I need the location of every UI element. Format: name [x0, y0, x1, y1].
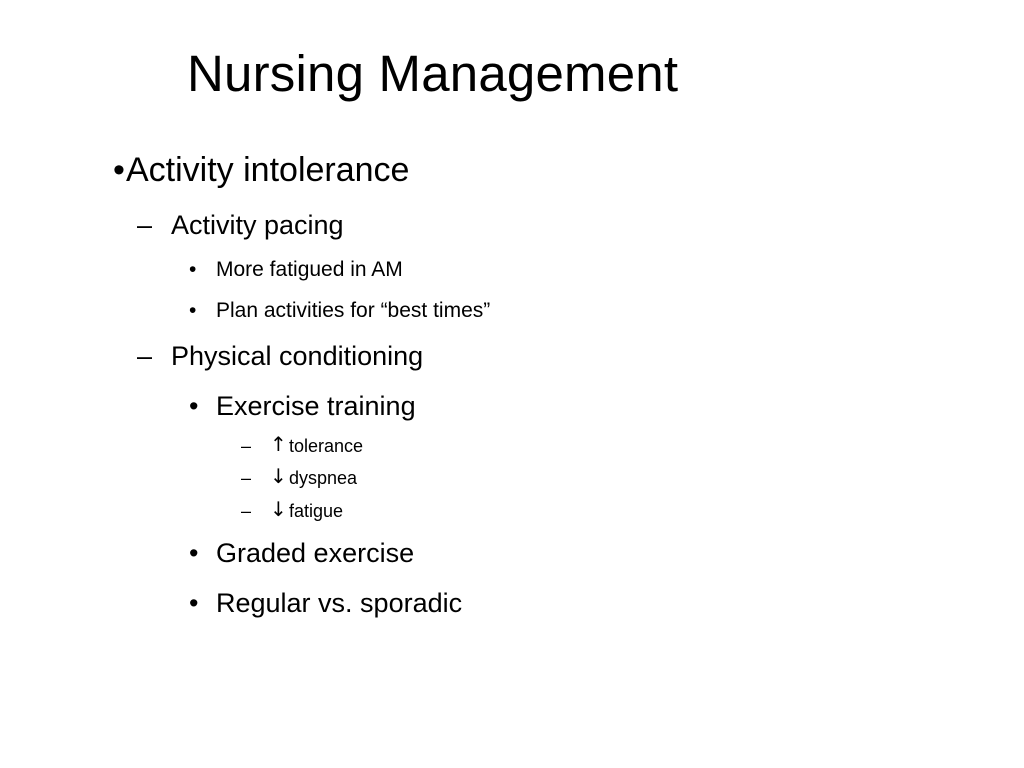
bullet-marker: •: [189, 391, 199, 421]
arrow-up-icon: ↑: [270, 432, 287, 456]
bullet-text: Plan activities for “best times”: [216, 299, 491, 322]
bullet-marker: •: [113, 151, 125, 189]
bullet-text: Activity intolerance: [126, 151, 410, 189]
bullet-text: More fatigued in AM: [216, 258, 403, 281]
arrow-down-icon: ↓: [270, 464, 287, 488]
bullet-marker: •: [189, 299, 197, 322]
bullet-text: fatigue: [289, 501, 344, 521]
bullet-marker: •: [189, 258, 197, 281]
dash-marker: –: [241, 436, 252, 456]
bullet-text: tolerance: [289, 436, 364, 456]
bullet-text: Exercise training: [216, 391, 416, 421]
dash-marker: –: [241, 501, 252, 521]
dash-marker: –: [137, 210, 153, 240]
arrow-down-icon: ↓: [270, 497, 287, 521]
bullet-text: Graded exercise: [216, 538, 415, 568]
bullet-marker: •: [189, 538, 199, 568]
bullet-text: dyspnea: [289, 468, 358, 488]
dash-marker: –: [137, 341, 153, 371]
slide-title: Nursing Management: [187, 45, 679, 102]
bullet-text: Physical conditioning: [171, 341, 424, 371]
bullet-text: Regular vs. sporadic: [216, 588, 463, 618]
bullet-text: Activity pacing: [171, 210, 344, 240]
dash-marker: –: [241, 468, 252, 488]
bullet-marker: •: [189, 588, 199, 618]
